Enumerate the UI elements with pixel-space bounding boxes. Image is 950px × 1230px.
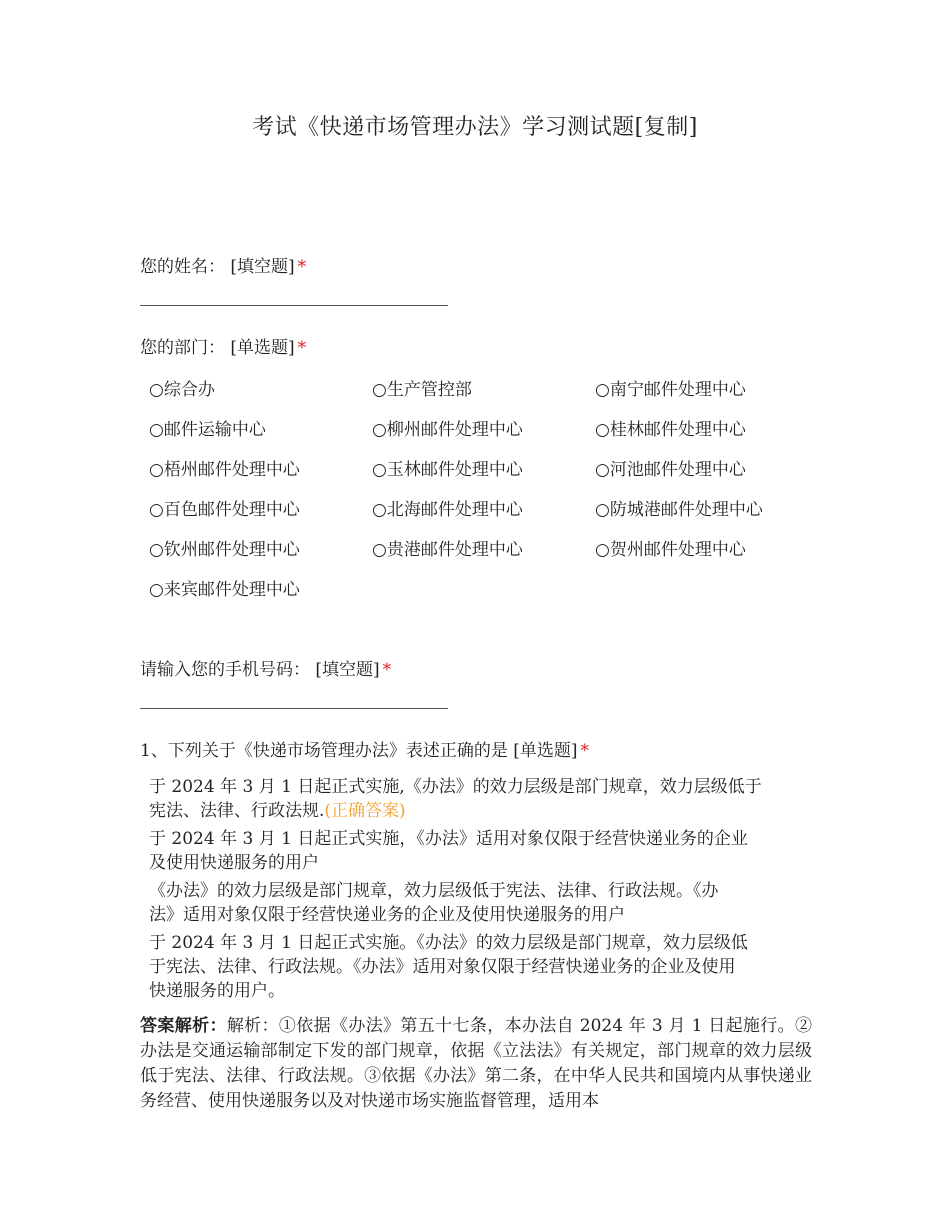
radio-option[interactable]: ○北海邮件处理中心: [372, 500, 523, 520]
choice-option-correct[interactable]: [149, 775, 809, 823]
question-type: [填空题]: [230, 257, 295, 277]
radio-option[interactable]: ○邮件运输中心: [149, 420, 266, 440]
radio-option[interactable]: ○玉林邮件处理中心: [372, 460, 523, 480]
answer-analysis: [140, 1014, 812, 1114]
question-label: 您的姓名：: [140, 257, 225, 277]
question-phone: [140, 655, 391, 680]
choice-text: 于 2024 年 3 月 1 日起正式实施，《办法》适用对象仅限于经营快递业务的企业: [149, 829, 748, 849]
radio-option[interactable]: ○钦州邮件处理中心: [149, 540, 300, 560]
choice-option[interactable]: [149, 879, 809, 927]
radio-option[interactable]: ○桂林邮件处理中心: [595, 420, 746, 440]
analysis-label: 答案解析：: [140, 1016, 227, 1036]
question-label: 请输入您的手机号码：: [140, 660, 310, 680]
question-label: 您的部门：: [140, 338, 225, 358]
radio-option[interactable]: ○柳州邮件处理中心: [372, 420, 523, 440]
choice-text: 于 2024 年 3 月 1 日起正式实施,《办法》的效力层级是部门规章，效力层级低于: [149, 777, 762, 797]
choice-text: 法》适用对象仅限于经营快递业务的企业及使用快递服务的用户: [149, 905, 625, 925]
choice-text: 及使用快递服务的用户: [149, 853, 319, 873]
choice-option[interactable]: [149, 931, 809, 1003]
choice-text: 于 2024 年 3 月 1 日起正式实施。《办法》的效力层级是部门规章，效力层级低: [149, 933, 748, 953]
radio-option[interactable]: ○河池邮件处理中心: [595, 460, 746, 480]
choice-text: 于宪法、法律、行政法规。《办法》适用对象仅限于经营快递业务的企业及使用: [149, 957, 736, 977]
choice-text: 《办法》的效力层级是部门规章，效力层级低于宪法、法律、行政法规。《办: [149, 881, 719, 901]
required-mark: *: [297, 338, 307, 358]
choice-text: 宪法、法律、行政法规.: [149, 801, 325, 821]
radio-option[interactable]: ○南宁邮件处理中心: [595, 380, 746, 400]
choice-text: 快递服务的用户。: [149, 981, 285, 1001]
radio-option[interactable]: ○综合办: [149, 380, 215, 400]
analysis-text: 解析：①依据《办法》第五十七条，本办法自 2024 年 3 月 1 日起施行。②办法是交通运输部制定下发的部门规章，依据《立法法》有关规定，部门规章的效力层级低于宪法、法律、行政法规。③依据《办法》第二条，在中华人民共和国境内从事快递业务经营、使用快递服务以及对快递市场实施监督管理，适用本: [140, 1016, 813, 1111]
question-type: [单选题]: [513, 741, 578, 761]
radio-option[interactable]: ○防城港邮件处理中心: [595, 500, 763, 520]
radio-option[interactable]: ○梧州邮件处理中心: [149, 460, 300, 480]
page-title: 考试《快递市场管理办法》学习测试题[复制]: [252, 115, 698, 140]
department-options: [149, 378, 829, 618]
question-type: [单选题]: [230, 338, 295, 358]
required-mark: *: [297, 257, 307, 277]
radio-option[interactable]: ○百色邮件处理中心: [149, 500, 300, 520]
question-department: [140, 333, 306, 358]
question-1: [140, 736, 589, 761]
radio-option[interactable]: ○生产管控部: [372, 380, 472, 400]
required-mark: *: [382, 660, 392, 680]
radio-option[interactable]: ○来宾邮件处理中心: [149, 580, 300, 600]
radio-option[interactable]: ○贺州邮件处理中心: [595, 540, 746, 560]
name-answer-line[interactable]: [140, 305, 448, 306]
choice-option[interactable]: [149, 827, 809, 875]
correct-answer-tag: (正确答案): [324, 801, 406, 821]
phone-answer-line[interactable]: [140, 708, 448, 709]
required-mark: *: [580, 741, 589, 761]
radio-option[interactable]: ○贵港邮件处理中心: [372, 540, 523, 560]
question-type: [填空题]: [315, 660, 380, 680]
question-label: 1、下列关于《快递市场管理办法》表述正确的是: [140, 741, 508, 761]
question-name: [140, 252, 306, 277]
